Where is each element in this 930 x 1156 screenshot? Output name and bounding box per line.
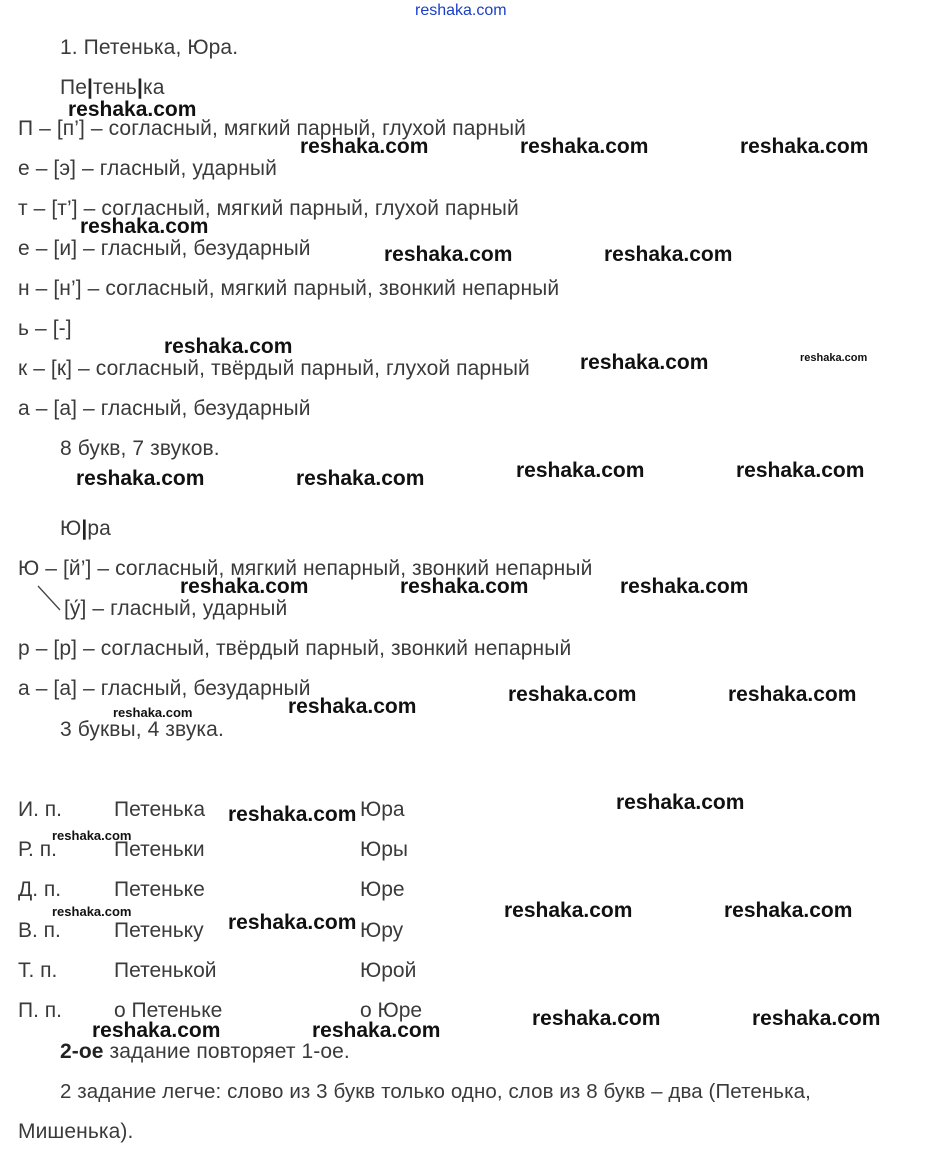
watermark: reshaka.com (532, 1007, 661, 1030)
watermark: reshaka.com (580, 351, 709, 374)
watermark: reshaka.com (800, 352, 868, 364)
watermark: reshaka.com (76, 467, 205, 490)
phonetic-line: е – [и] – гласный, безударный (18, 237, 311, 260)
phonetic-line: ь – [-] (18, 317, 72, 340)
syllable: Пе (60, 76, 87, 99)
case-form: Петеньке (114, 878, 205, 901)
syllable-separator: | (136, 76, 143, 99)
case-form: Юры (360, 838, 408, 861)
branch-line-icon (34, 584, 64, 614)
case-label: Т. п. (18, 959, 58, 982)
syllable-separator: | (86, 76, 93, 99)
task2-paragraph-line: Мишенька). (18, 1120, 134, 1143)
watermark: reshaka.com (516, 459, 645, 482)
watermark: reshaka.com (52, 828, 132, 843)
phonetic-line: а – [а] – гласный, безударный (18, 397, 311, 420)
task2-text: задание повторяет 1-ое. (103, 1040, 350, 1063)
case-row (0, 958, 930, 984)
task2-paragraph-line: 2 задание легче: слово из 3 букв только одно, слов из 8 букв – два (Петенька, (60, 1080, 811, 1103)
watermark: reshaka.com (296, 467, 425, 490)
case-form: Петенька (114, 798, 206, 821)
phonetic-line: к – [к] – согласный, твёрдый парный, глухой парный (18, 357, 530, 380)
letter-sound-count: 8 букв, 7 звуков. (60, 437, 220, 460)
watermark: reshaka.com (52, 904, 132, 919)
phonetic-line: е – [э] – гласный, ударный (18, 157, 277, 180)
phonetic-line: Ю – [й’] – согласный, мягкий непарный, звонкий непарный (18, 557, 593, 580)
watermark: reshaka.com (508, 683, 637, 706)
phonetic-line: н – [н’] – согласный, мягкий парный, звонкий непарный (18, 277, 560, 300)
letter-sound-count: 3 буквы, 4 звука. (60, 718, 224, 741)
watermark: reshaka.com (724, 899, 853, 922)
header-watermark: reshaka.com (415, 2, 507, 19)
case-form: Юре (360, 878, 405, 901)
case-label: В. п. (18, 919, 61, 942)
watermark: reshaka.com (604, 243, 733, 266)
case-label: Р. п. (18, 838, 57, 861)
case-form: о Юре (360, 999, 423, 1022)
phonetic-line: [у́] – гласный, ударный (64, 597, 288, 620)
watermark: reshaka.com (113, 705, 193, 720)
syllable: ра (87, 517, 111, 540)
case-form: Петеньки (114, 838, 205, 861)
watermark: reshaka.com (312, 1019, 441, 1042)
case-row (0, 797, 930, 823)
watermark: reshaka.com (180, 575, 309, 598)
syllable-division-2 (60, 516, 111, 542)
case-form: о Петеньке (114, 999, 223, 1022)
case-label: П. п. (18, 999, 62, 1022)
case-form: Юрой (360, 959, 417, 982)
phonetic-line: т – [т’] – согласный, мягкий парный, глухой парный (18, 197, 519, 220)
watermark: reshaka.com (520, 135, 649, 158)
task2-number: 2-ое (60, 1040, 104, 1063)
watermark: reshaka.com (736, 459, 865, 482)
phonetic-line: а – [а] – гласный, безударный (18, 677, 311, 700)
case-form: Петеньку (114, 919, 204, 942)
watermark: reshaka.com (620, 575, 749, 598)
syllable-separator: | (81, 517, 88, 540)
watermark: reshaka.com (400, 575, 529, 598)
phonetic-line: р – [р] – согласный, твёрдый парный, звонкий непарный (18, 637, 572, 660)
watermark: reshaka.com (504, 899, 633, 922)
watermark: reshaka.com (164, 335, 293, 358)
task-title: 1. Петенька, Юра. (60, 36, 239, 59)
syllable: ка (142, 76, 165, 99)
watermark: reshaka.com (68, 98, 197, 121)
watermark: reshaka.com (384, 243, 513, 266)
watermark: reshaka.com (92, 1019, 221, 1042)
watermark: reshaka.com (752, 1007, 881, 1030)
case-row (0, 837, 930, 863)
case-form: Юру (360, 919, 404, 942)
watermark: reshaka.com (740, 135, 869, 158)
watermark: reshaka.com (616, 791, 745, 814)
phonetic-line: П – [п’] – согласный, мягкий парный, глухой парный (18, 117, 527, 140)
watermark: reshaka.com (300, 135, 429, 158)
watermark: reshaka.com (80, 215, 209, 238)
case-label: Д. п. (18, 878, 62, 901)
case-form: Петенькой (114, 959, 217, 982)
watermark: reshaka.com (228, 803, 357, 826)
case-form: Юра (360, 798, 405, 821)
watermark: reshaka.com (228, 911, 357, 934)
watermark: reshaka.com (288, 695, 417, 718)
case-label: И. п. (18, 798, 62, 821)
syllable: тень (92, 76, 137, 99)
syllable: Ю (60, 517, 82, 540)
watermark: reshaka.com (728, 683, 857, 706)
